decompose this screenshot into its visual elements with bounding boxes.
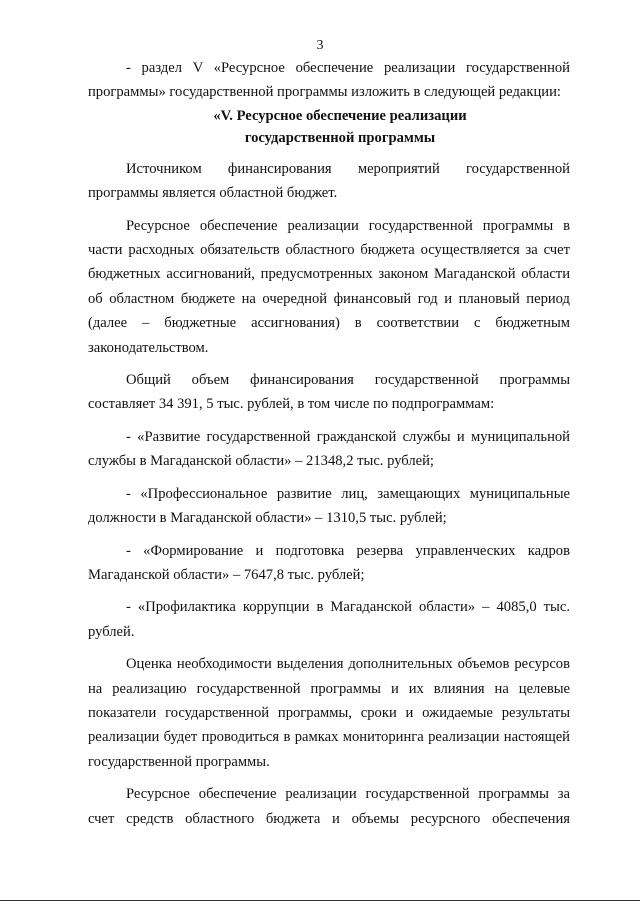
paragraph-assessment: Оценка необходимости выделения дополнительных объемов ресурсов на реализацию государственной программы и их влияния на целевые показатели государственной программы, сроки и ожидаемые результаты реализации будет проводиться в рамках мониторинга реализации настоящей государственной программы. — [88, 656, 570, 770]
list-item-subprogram-3: - «Формирование и подготовка резерва управленческих кадров Магаданской области» – 7647,8 тыс. рублей; — [88, 542, 570, 583]
page-number: 3 — [316, 38, 324, 53]
list-item-subprogram-4: - «Профилактика коррупции в Магаданской области» – 4085,0 тыс. рублей. — [88, 599, 570, 640]
paragraph-regional-budget: Ресурсное обеспечение реализации государственной программы за счет средств областного бюджета и объемы ресурсного обеспечения — [88, 786, 570, 827]
section-heading-line-1: «V. Ресурсное обеспечение реализации — [213, 107, 467, 124]
list-item-subprogram-2: - «Профессиональное развитие лиц, замещающих муниципальные должности в Магаданской области» – 1310,5 тыс. рублей; — [88, 485, 570, 527]
section-heading-line-2: государственной программы — [244, 129, 436, 146]
paragraph-total-volume: Общий объем финансирования государственной программы составляет 34 391, 5 тыс. рублей, в том числе по подпрограммам: — [88, 372, 570, 413]
list-item-subprogram-1: - «Развитие государственной гражданской службы и муниципальной службы в Магаданской области» – 21348,2 тыс. рублей; — [88, 428, 570, 470]
paragraph-resource-provision: Ресурсное обеспечение реализации государственной программы в части расходных обязательств областного бюджета осуществляется за счет бюджетных ассигнований, предусмотренных законом Магаданской области об областном бюджете на очередной финансовый год и плановый период (далее – бюджетные ассигнования) в соответствии с бюджетным законодательством. — [88, 217, 570, 356]
bottom-rule — [0, 900, 640, 901]
document-body — [88, 56, 570, 831]
intro-paragraph: - раздел V «Ресурсное обеспечение реализации государственной программы» государственной программы изложить в следующей редакции: — [88, 60, 570, 101]
paragraph-funding-source: Источником финансирования мероприятий государственной программы является областной бюджет. — [88, 160, 570, 202]
